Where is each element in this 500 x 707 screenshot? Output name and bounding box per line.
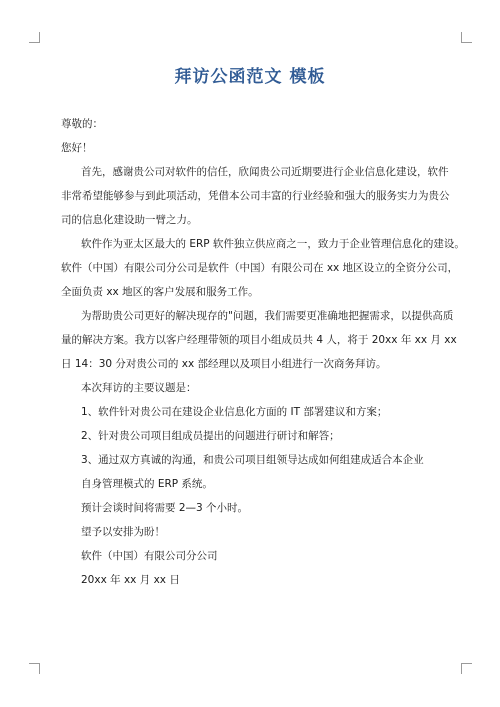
- paragraph-line: 为帮助贵公司更好的解决现存的"问题，我们需要更准确地把握需求，以提供高质: [81, 310, 454, 322]
- agenda-item: 1、软件针对贵公司在建设企业信息化方面的 IT 部署建议和方案；: [81, 406, 388, 418]
- paragraph-line: 量的解决方案。我方以客户经理带领的项目小组成员共 4 人，将于 20xx 年 xx 月 xx: [61, 334, 457, 346]
- signature-company: 软件（中国）有限公司分公司: [81, 550, 218, 562]
- document-body: [61, 112, 465, 592]
- paragraph-line: 司的信息化建设助一臂之力。: [61, 214, 198, 226]
- paragraph-line: 软件作为亚太区最大的 ERP 软件独立供应商之一，致力于企业管理信息化的建设。: [81, 238, 465, 250]
- salutation: 尊敬的：: [61, 118, 103, 130]
- paragraph-line: 首先，感谢贵公司对软件的信任，欣闻贵公司近期要进行企业信息化建设，软件: [81, 166, 449, 178]
- paragraph-line: 非常希望能够参与到此项活动，凭借本公司丰富的行业经验和强大的服务实力为贵公: [61, 190, 450, 202]
- agenda-heading: 本次拜访的主要议题是：: [81, 382, 197, 394]
- closing-line: 望予以安排为盼！: [81, 526, 165, 538]
- signature-date: 20xx 年 xx 月 xx 日: [81, 574, 180, 586]
- document-title: 拜访公函范文 模板: [174, 67, 326, 87]
- paragraph-line: 日 14：30 分对贵公司的 xx 部经理以及项目小组进行一次商务拜访。: [61, 358, 387, 370]
- crop-mark-bottom-right: [461, 663, 472, 674]
- crop-mark-bottom-left: [29, 663, 40, 674]
- paragraph-line: 全面负责 xx 地区的客户发展和服务工作。: [61, 286, 259, 298]
- paragraph-line: 软件（中国）有限公司分公司是软件（中国）有限公司在 xx 地区设立的全资分公司，: [61, 262, 459, 274]
- crop-mark-top-left: [29, 32, 40, 43]
- agenda-item-continuation: 自身管理模式的 ERP 系统。: [81, 478, 213, 490]
- agenda-item: 3、通过双方真诚的沟通，和贵公司项目组领导达成如何组建成适合本企业: [81, 454, 424, 466]
- greeting: 您好！: [61, 142, 93, 154]
- crop-mark-top-right: [461, 32, 472, 43]
- agenda-item: 2、针对贵公司项目组成员提出的问题进行研讨和解答；: [81, 430, 340, 442]
- meeting-duration: 预计会谈时间将需要 2—3 个小时。: [81, 502, 249, 514]
